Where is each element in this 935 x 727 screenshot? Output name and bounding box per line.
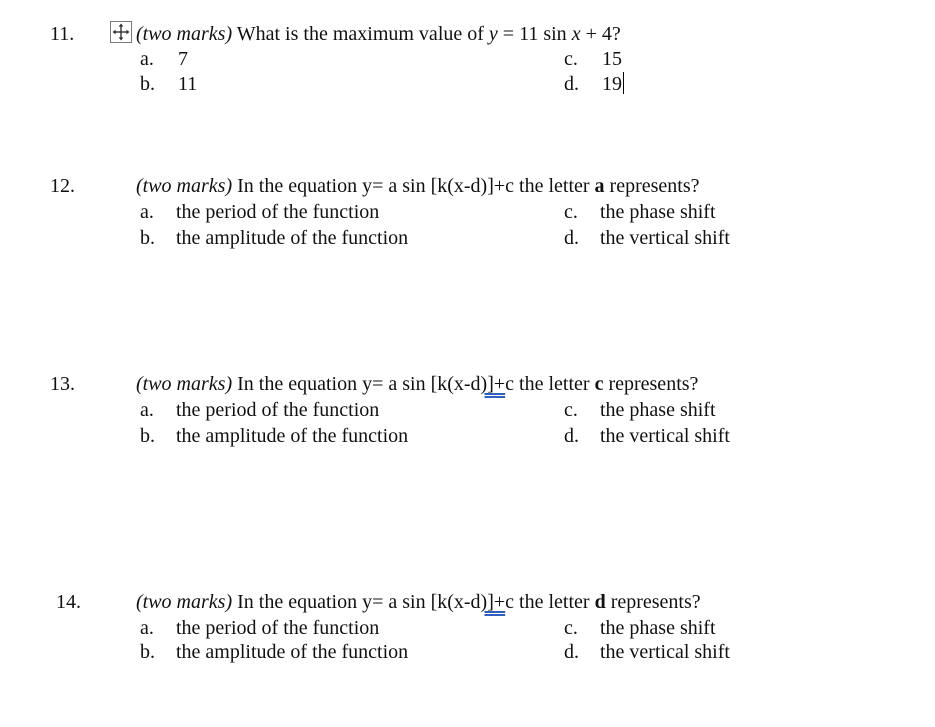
option-letter: b. <box>140 73 155 95</box>
option-text: the phase shift <box>600 399 716 421</box>
question-12-option-a[interactable] <box>140 200 379 224</box>
question-13-grammar-underline[interactable]: )]+ <box>480 373 506 395</box>
question-14-option-b[interactable] <box>140 640 408 664</box>
option-text: the phase shift <box>600 617 716 639</box>
question-11-marks: (two marks) <box>136 23 233 45</box>
question-12-prompt-after: represents? <box>604 175 700 197</box>
option-text: the amplitude of the function <box>176 227 409 249</box>
question-11-option-d[interactable] <box>564 72 624 96</box>
option-text: the period of the function <box>176 399 380 421</box>
question-12-option-c[interactable] <box>564 200 716 224</box>
option-letter: c. <box>564 399 578 421</box>
option-text: 15 <box>602 48 622 70</box>
option-letter: c. <box>564 201 578 223</box>
question-11-prompt <box>136 22 621 46</box>
question-14-option-a[interactable] <box>140 616 379 640</box>
question-13-option-d[interactable] <box>564 424 730 448</box>
option-letter: b. <box>140 641 155 663</box>
option-letter: a. <box>140 617 154 639</box>
question-12-option-b[interactable] <box>140 226 408 250</box>
question-11-var-x: x <box>571 23 581 45</box>
question-14-prompt-mid: c the letter <box>505 591 595 613</box>
question-11-prompt-text: What is the maximum value of <box>232 23 489 45</box>
question-12-marks: (two marks) <box>136 175 233 197</box>
option-letter: b. <box>140 227 155 249</box>
option-text: 7 <box>178 48 188 70</box>
question-13-prompt-before: In the equation y= a sin [k(x-d <box>232 373 481 395</box>
text-cursor <box>623 72 624 94</box>
question-14-letter: d <box>594 591 606 613</box>
option-text: the period of the function <box>176 201 380 223</box>
question-13-prompt-after: represents? <box>603 373 699 395</box>
question-14-option-d[interactable] <box>564 640 730 664</box>
question-12-prompt <box>136 174 700 198</box>
question-13-option-c[interactable] <box>564 398 716 422</box>
question-14-prompt-after: represents? <box>605 591 701 613</box>
option-text: 19 <box>602 73 622 95</box>
question-14-option-c[interactable] <box>564 616 716 640</box>
option-text: the amplitude of the function <box>176 425 409 447</box>
option-letter: d. <box>564 425 579 447</box>
question-14-number: 14. <box>56 591 81 613</box>
question-11-option-a[interactable] <box>140 47 188 71</box>
option-letter: c. <box>564 617 578 639</box>
question-12-letter: a <box>594 175 605 197</box>
question-14-marks: (two marks) <box>136 591 233 613</box>
question-13-prompt <box>136 372 698 396</box>
question-11-option-b[interactable] <box>140 72 197 96</box>
question-11-eq-end: + 4? <box>580 23 621 45</box>
question-13-option-b[interactable] <box>140 424 408 448</box>
option-text: the amplitude of the function <box>176 641 409 663</box>
question-14-grammar-underline[interactable]: )]+ <box>480 591 506 613</box>
table-move-handle-icon[interactable] <box>110 21 132 43</box>
option-text: the phase shift <box>600 201 716 223</box>
option-text: the vertical shift <box>600 227 730 249</box>
question-11-eq-mid: = 11 sin <box>497 23 572 45</box>
option-text: the vertical shift <box>600 641 730 663</box>
question-12-prompt-before: In the equation y= a sin [k(x-d)]+c the letter <box>232 175 595 197</box>
question-13-option-a[interactable] <box>140 398 379 422</box>
question-12-option-d[interactable] <box>564 226 730 250</box>
option-letter: d. <box>564 227 579 249</box>
question-14-prompt <box>136 590 701 614</box>
option-letter: b. <box>140 425 155 447</box>
option-letter: d. <box>564 73 579 95</box>
question-11-var-y: y <box>488 23 498 45</box>
question-14-prompt-before: In the equation y= a sin [k(x-d <box>232 591 481 613</box>
option-text: the vertical shift <box>600 425 730 447</box>
four-way-move-icon <box>111 22 131 42</box>
option-letter: a. <box>140 399 154 421</box>
question-12-number: 12. <box>50 175 75 197</box>
question-13-number: 13. <box>50 373 75 395</box>
question-11-option-c[interactable] <box>564 47 622 71</box>
option-letter: d. <box>564 641 579 663</box>
option-text: the period of the function <box>176 617 380 639</box>
option-letter: c. <box>564 48 578 70</box>
option-text: 11 <box>178 73 198 95</box>
option-letter: a. <box>140 48 154 70</box>
option-letter: a. <box>140 201 154 223</box>
question-13-letter: c <box>594 373 604 395</box>
question-13-marks: (two marks) <box>136 373 233 395</box>
question-11-number: 11. <box>50 23 75 45</box>
question-13-prompt-mid: c the letter <box>505 373 595 395</box>
